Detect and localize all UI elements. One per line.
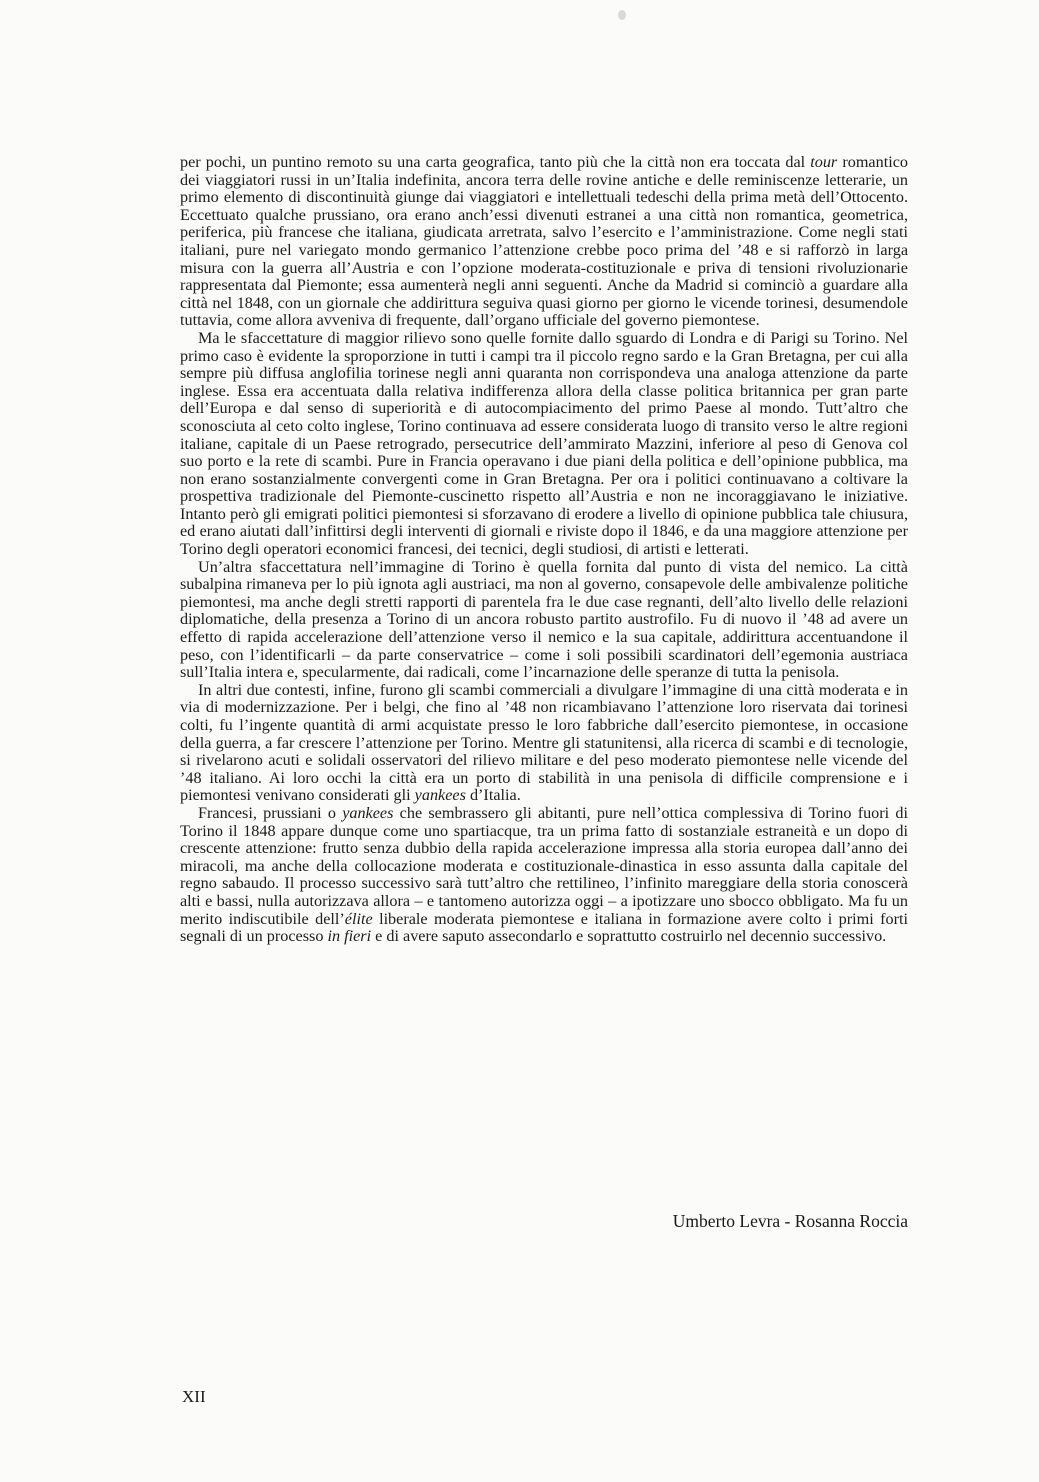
- page-number: XII: [182, 1387, 206, 1406]
- text-run: liberale moderata piemontese e italiana in formazione avere colto i primi forti segnali di un processo: [180, 909, 909, 946]
- italic-text: tour: [810, 153, 838, 171]
- body-text: [180, 154, 908, 946]
- paragraph: [180, 154, 908, 330]
- italic-text: in fieri: [327, 927, 372, 946]
- text-run: Francesi, prussiani o: [198, 803, 343, 822]
- italic-text: élite: [344, 909, 373, 928]
- italic-text: yankees: [414, 786, 466, 805]
- scan-artifact-mark: [618, 10, 626, 20]
- text-run: Un’altra sfaccettatura nell’immagine di Torino è quella fornita dal punto di vista del nemico. La città subalpina rimaneva per lo più ignota agli austriaci, ma non al governo, consapevole delle ambivalenze politiche piemontesi, ma anche degli stretti rapporti di parentela fra le due case regnanti, dell’alto livello delle relazioni diplomatiche, della presenza a Torino di un ancora robusto partito austrofilo. Fu di nuovo il ’48 ad avere un effetto di rapida accelerazione dell’attenzione verso il nemico e la sua capitale, addirittura accentuandone il peso, con l’identificarli – da parte conservatrice – come i soli possibili scardinatori dell’egemonia austriaca sull’Italia intera e, specularmente, dai radicali, come l’incarnazione delle speranze di tutta la penisola.: [180, 557, 908, 682]
- author-signature: Umberto Levra - Rosanna Roccia: [672, 1211, 908, 1231]
- text-run: che sembrassero gli abitanti, pure nell’ottica complessiva di Torino fuori di Torino il 1848 appare dunque come uno spartiacque, tra un prima fatto di sostanziale estraneità e un dopo di crescente attenzione: frutto senza dubbio della rapida accelerazione impressa alla storia europea dall’anno dei miracoli, ma anche della collocazione moderata e costituzionale-dinastica in esso assunta dalla capitale del regno sabaudo. Il processo successivo sarà tutt’altro che rettilineo, l’infinito mareggiare della storia conoscerà alti e bassi, nulla autorizzava allora – e tantomeno autorizza oggi – a ipotizzare uno sbocco obbligato. Ma fu un merito indiscutibile dell’: [180, 803, 909, 928]
- text-run: Ma le sfaccettature di maggior rilievo sono quelle fornite dallo sguardo di Londra e di Parigi su Torino. Nel primo caso è evidente la sproporzione in tutti i campi tra il piccolo regno sardo e la Gran Bretagna, per cui alla sempre più diffusa anglofilia torinese negli anni quaranta non corrispondeva una analoga attenzione da parte inglese. Essa era accentuata dalla relativa indifferenza allora della classe politica britannica per gran parte dell’Europa e dal senso di superiorità e di autocompiacimento del primo Paese al mondo. Tutt’altro che sconosciuta al ceto colto inglese, Torino continuava ad essere considerata luogo di transito verso le altre regioni italiane, capitale di un Paese retrogrado, persecutrice dell’ammirato Mazzini, inferiore al peso di Genova col suo porto e la rete di scambi. Pure in Francia operavano i due piani della politica e dell’opinione pubblica, ma non erano sostanzialmente convergenti come in Gran Bretagna. Per ora i politici continuavano a coltivare la prospettiva tradizionale del Piemonte-cuscinetto rispetto all’Austria e non ne incoraggiavano le iniziative. Intanto però gli emigrati politici piemontesi si sforzavano di erodere a livello di opinione pubblica tale chiusura, ed erano aiutati dall’infittirsi degli interventi di giornali e riviste dopo il 1846, e da una maggiore attenzione per Torino degli operatori economici francesi, dei tecnici, degli studiosi, di artisti e letterati.: [180, 328, 908, 559]
- text-run: In altri due contesti, infine, furono gli scambi commerciali a divulgare l’immagine di una città moderata e in via di modernizzazione. Per i belgi, che fino al ’48 non ricambiavano l’attenzione loro riservata dai torinesi colti, fu l’ingente quantità di armi acquistate presso le loro fabbriche dall’esercito piemontese, in occasione della guerra, a far crescere l’attenzione per Torino. Mentre gli statunitensi, alla ricerca di scambi e di tecnologie, si rivelarono acuti e solidali osservatori del rilievo militare e del peso moderato piemontese nelle vicende del ’48 italiano. Ai loro occhi la città era un porto di stabilità in una penisola di difficile comprensione e i piemontesi venivano considerati gli: [180, 680, 908, 805]
- paragraph: [180, 805, 908, 946]
- text-run: per pochi, un puntino remoto su una carta geografica, tanto più che la città non era toccata dal: [180, 153, 811, 171]
- paragraph: [180, 330, 908, 559]
- italic-text: yankees: [342, 803, 394, 822]
- paragraph: [180, 559, 908, 682]
- paragraph: [180, 682, 908, 805]
- text-run: romantico dei viaggiatori russi in un’Italia indefinita, ancora terra delle rovine antiche e delle reminiscenze letterarie, un primo elemento di discontinuità giunge dai viaggiatori e intellettuali tedeschi della prima metà dell’Ottocento. Eccettuato qualche prussiano, ora erano anch’essi divenuti estranei a una città non romantica, geometrica, periferica, più francese che italiana, giudicata arretrata, salvo l’esercito e l’amministrazione. Come negli stati italiani, pure nel variegato mondo germanico l’attenzione crebbe poco prima del ’48 e si rafforzò in larga misura con la guerra all’Austria e con l’opzione moderata-costituzionale e priva di tensioni rivoluzionarie rappresentata dal Piemonte; essa aumenterà negli anni seguenti. Anche da Madrid si cominciò a guardare alla città nel 1848, con un giornale che addirittura seguiva quasi giorno per giorno le vicende torinesi, desumendole tuttavia, come allora avveniva di frequente, dall’organo ufficiale del governo piemontese.: [180, 153, 908, 330]
- text-run: e di avere saputo assecondarlo e soprattutto costruirlo nel decennio successivo.: [371, 927, 887, 946]
- text-run: d’Italia.: [465, 786, 521, 805]
